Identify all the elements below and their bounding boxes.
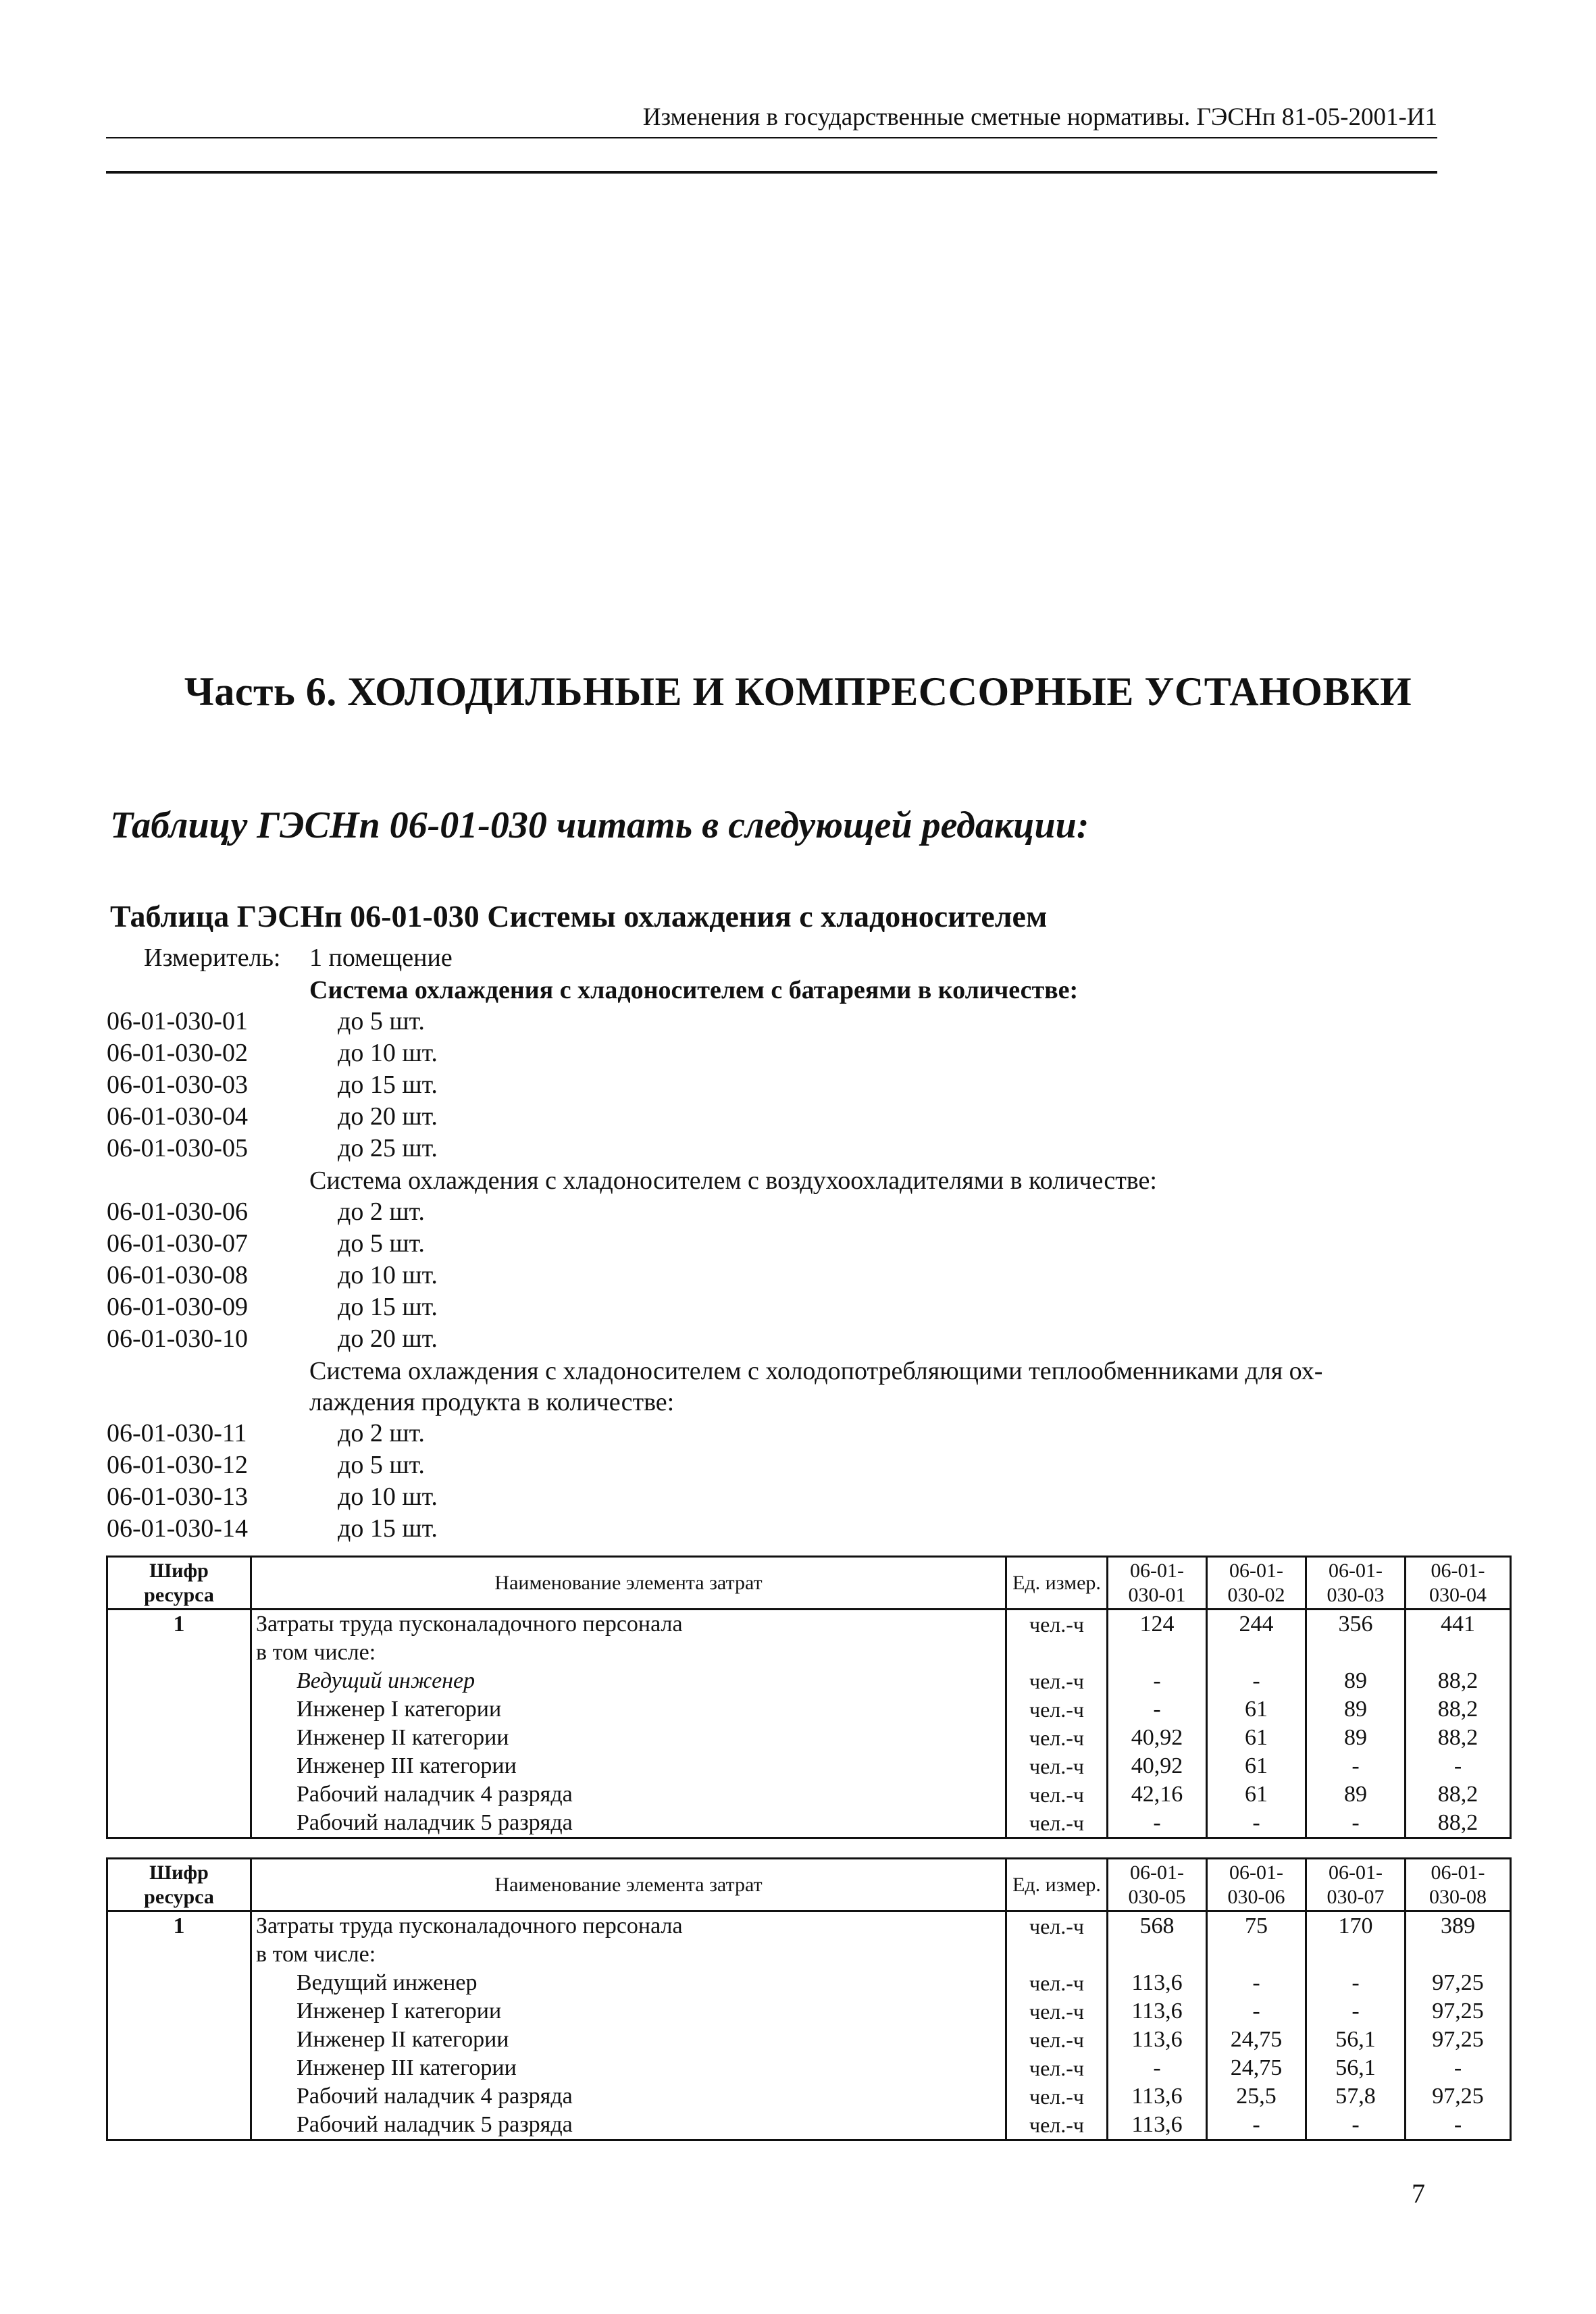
cell-unit: чел.-ч [1006,1997,1108,2026]
norm-code: 06-01-030-04 [107,1102,248,1131]
table-row [107,2026,1511,2054]
cell-unit: чел.-ч [1006,2054,1108,2082]
cell-code [107,1780,251,1809]
cell-name: в том числе: [251,1639,1006,1667]
header-code-l2: 030-07 [1327,1885,1385,1908]
cell-value: 75 [1207,1911,1306,1941]
header-code-l1: 06-01- [1130,1861,1184,1884]
cell-value: 97,25 [1406,2026,1511,2054]
cell-value: 42,16 [1108,1780,1207,1809]
cell-value: 88,2 [1406,1724,1511,1752]
cell-value: - [1108,2054,1207,2082]
table-row [107,1780,1511,1809]
resource-table-2 [106,1857,1512,2141]
norm-code: 06-01-030-13 [107,1483,248,1511]
meter-label: Измеритель: [144,944,281,972]
cell-value: - [1108,1667,1207,1695]
cell-code: 1 [107,1911,251,1941]
cell-value: 57,8 [1306,2082,1406,2111]
header-code: Шифр ресурса [107,1557,251,1610]
header-norm-code [1207,1557,1306,1610]
cell-value: 61 [1207,1780,1306,1809]
header-code-l1: 06-01- [1431,1861,1485,1884]
cell-value: - [1306,1752,1406,1780]
cell-value: - [1207,2111,1306,2140]
cell-value [1406,1639,1511,1667]
cell-unit: чел.-ч [1006,1724,1108,1752]
norm-code: 06-01-030-01 [107,1007,248,1035]
cell-unit: чел.-ч [1006,1969,1108,1997]
cell-value: 61 [1207,1752,1306,1780]
group-heading-heat-exchangers-cont: лаждения продукта в количестве: [309,1388,675,1416]
cell-name: Рабочий наладчик 4 разряда [251,1780,1006,1809]
norm-qty: до 2 шт. [338,1419,425,1447]
cell-unit: чел.-ч [1006,2111,1108,2140]
cell-value: 56,1 [1306,2054,1406,2082]
cell-code [107,1724,251,1752]
table-row [107,1667,1511,1695]
header-code-l1: 06-01- [1229,1861,1283,1884]
header-unit: Ед. измер. [1006,1557,1108,1610]
header-name: Наименование элемента затрат [251,1859,1006,1911]
cell-name: Инженер III категории [251,1752,1006,1780]
cell-value [1207,1639,1306,1667]
table-header-row [107,1859,1511,1911]
table-header-row [107,1557,1511,1610]
header-unit: Ед. измер. [1006,1859,1108,1911]
header-code-l2: 030-02 [1227,1583,1285,1606]
cell-value: 124 [1108,1610,1207,1639]
norm-qty: до 2 шт. [338,1198,425,1226]
cell-value: 568 [1108,1911,1207,1941]
cell-unit: чел.-ч [1006,1667,1108,1695]
table-row [107,1997,1511,2026]
cell-name: Затраты труда пусконаладочного персонала [251,1610,1006,1639]
cell-value: 24,75 [1207,2026,1306,2054]
norm-qty: до 10 шт. [338,1483,438,1511]
cell-name: Ведущий инженер [251,1969,1006,1997]
cell-value: 88,2 [1406,1809,1511,1839]
cell-value: - [1306,1997,1406,2026]
header-norm-code [1108,1557,1207,1610]
cell-code: 1 [107,1610,251,1639]
cell-value [1406,1940,1511,1969]
norm-qty: до 25 шт. [338,1134,438,1162]
cell-unit: чел.-ч [1006,2082,1108,2111]
cell-value: - [1406,2054,1511,2082]
cell-value: 24,75 [1207,2054,1306,2082]
cell-code [107,2111,251,2140]
cell-value: - [1207,1997,1306,2026]
header-norm-code [1306,1859,1406,1911]
cell-unit: чел.-ч [1006,1695,1108,1724]
table-row [107,1695,1511,1724]
cell-value: 113,6 [1108,2026,1207,2054]
cell-code [107,2054,251,2082]
norm-qty: до 15 шт. [338,1514,438,1543]
norm-qty: до 5 шт. [338,1007,425,1035]
cell-unit: чел.-ч [1006,1780,1108,1809]
cell-code [107,1940,251,1969]
header-code-l2: 030-08 [1429,1885,1487,1908]
norm-qty: до 10 шт. [338,1039,438,1067]
norm-code: 06-01-030-03 [107,1071,248,1099]
cell-value: 88,2 [1406,1780,1511,1809]
cell-value: 97,25 [1406,1969,1511,1997]
page-number: 7 [1412,2178,1425,2209]
header-code-l2: 030-06 [1227,1885,1285,1908]
header-code-l1: 06-01- [1431,1559,1485,1582]
cell-value: - [1207,1969,1306,1997]
cell-name: Инженер II категории [251,1724,1006,1752]
cell-value: - [1207,1809,1306,1839]
cell-unit: чел.-ч [1006,1911,1108,1941]
cell-value: 89 [1306,1724,1406,1752]
norm-code: 06-01-030-02 [107,1039,248,1067]
norm-qty: до 20 шт. [338,1102,438,1131]
norm-code: 06-01-030-06 [107,1198,248,1226]
cell-name: Рабочий наладчик 4 разряда [251,2082,1006,2111]
cell-value: - [1306,2111,1406,2140]
cell-code [107,2026,251,2054]
cell-name: Инженер I категории [251,1695,1006,1724]
cell-value: 170 [1306,1911,1406,1941]
cell-value: 441 [1406,1610,1511,1639]
cell-value: 97,25 [1406,2082,1511,2111]
cell-name: Ведущий инженер [251,1667,1006,1695]
cell-name: Инженер II категории [251,2026,1006,2054]
cell-value [1306,1940,1406,1969]
cell-value: - [1406,2111,1511,2140]
cell-value [1306,1639,1406,1667]
norm-code: 06-01-030-12 [107,1451,248,1479]
cell-value [1207,1940,1306,1969]
instruction-heading: Таблицу ГЭСНп 06-01-030 читать в следующей редакции: [110,804,1089,846]
table-row [107,1639,1511,1667]
group-heading-heat-exchangers: Система охлаждения с хладоносителем с холодопотребляющими теплообменниками для ох- [309,1357,1323,1385]
cell-unit: чел.-ч [1006,2026,1108,2054]
cell-code [107,1695,251,1724]
cell-value [1108,1940,1207,1969]
norm-code: 06-01-030-05 [107,1134,248,1162]
table-row [107,1969,1511,1997]
cell-code [107,1639,251,1667]
table-row [107,1940,1511,1969]
cell-name: Инженер I категории [251,1997,1006,2026]
norm-code: 06-01-030-14 [107,1514,248,1543]
cell-unit: чел.-ч [1006,1610,1108,1639]
cell-value: 113,6 [1108,1969,1207,1997]
norm-qty: до 10 шт. [338,1261,438,1289]
cell-value: 89 [1306,1780,1406,1809]
cell-value: 61 [1207,1695,1306,1724]
table-row [107,1809,1511,1839]
cell-code [107,1969,251,1997]
cell-value: - [1108,1695,1207,1724]
table-row [107,2054,1511,2082]
cell-value: - [1108,1809,1207,1839]
cell-value: 113,6 [1108,2082,1207,2111]
header-code-l2: 030-01 [1128,1583,1186,1606]
cell-value: - [1207,1667,1306,1695]
norm-code: 06-01-030-07 [107,1229,248,1258]
cell-value: - [1406,1752,1511,1780]
cell-value: 97,25 [1406,1997,1511,2026]
header-code: Шифр ресурса [107,1859,251,1911]
norm-code: 06-01-030-11 [107,1419,247,1447]
norm-qty: до 5 шт. [338,1451,425,1479]
cell-name: Инженер III категории [251,2054,1006,2082]
cell-value: 244 [1207,1610,1306,1639]
cell-unit [1006,1940,1108,1969]
cell-value: 113,6 [1108,2111,1207,2140]
group-heading-air-coolers: Система охлаждения с хладоносителем с воздухоохладителями в количестве: [309,1166,1157,1195]
cell-value: 113,6 [1108,1997,1207,2026]
header-code-l2: 030-05 [1128,1885,1186,1908]
cell-name: Затраты труда пусконаладочного персонала [251,1911,1006,1941]
cell-value: 88,2 [1406,1667,1511,1695]
header-code-l1: 06-01- [1329,1861,1383,1884]
norm-code: 06-01-030-10 [107,1325,248,1353]
cell-unit: чел.-ч [1006,1752,1108,1780]
header-code-l2: 030-04 [1429,1583,1487,1606]
cell-value: - [1306,1969,1406,1997]
header-norm-code [1207,1859,1306,1911]
part-title: Часть 6. ХОЛОДИЛЬНЫЕ И КОМПРЕССОРНЫЕ УСТАНОВКИ [184,669,1412,714]
cell-code [107,1667,251,1695]
norm-code: 06-01-030-08 [107,1261,248,1289]
table-title: Таблица ГЭСНп 06-01-030 Системы охлаждения с хладоносителем [110,899,1048,933]
cell-value: 89 [1306,1667,1406,1695]
cell-name: в том числе: [251,1940,1006,1969]
cell-value: 389 [1406,1911,1511,1941]
header-norm-code [1406,1859,1511,1911]
cell-value: 356 [1306,1610,1406,1639]
cell-unit: чел.-ч [1006,1809,1108,1839]
header-norm-code [1406,1557,1511,1610]
norm-qty: до 15 шт. [338,1293,438,1321]
cell-value: 40,92 [1108,1752,1207,1780]
norm-qty: до 15 шт. [338,1071,438,1099]
norm-qty: до 5 шт. [338,1229,425,1258]
table-row [107,2111,1511,2140]
cell-name: Рабочий наладчик 5 разряда [251,2111,1006,2140]
cell-code [107,2082,251,2111]
cell-value [1108,1639,1207,1667]
header-code-l1: 06-01- [1130,1559,1184,1582]
header-code-l1: 06-01- [1229,1559,1283,1582]
header-norm-code [1108,1859,1207,1911]
header-rule-thick [106,171,1437,174]
cell-value: 89 [1306,1695,1406,1724]
cell-value: - [1306,1809,1406,1839]
header-code-l1: 06-01- [1329,1559,1383,1582]
cell-code [107,1997,251,2026]
group-heading-batteries: Система охлаждения с хладоносителем с батареями в количестве: [309,976,1079,1004]
table-row [107,1724,1511,1752]
table-row [107,2082,1511,2111]
header-code-l2: 030-03 [1327,1583,1385,1606]
running-header: Изменения в государственные сметные нормативы. ГЭСНп 81-05-2001-И1 [642,103,1437,131]
header-name: Наименование элемента затрат [251,1557,1006,1610]
cell-name: Рабочий наладчик 5 разряда [251,1809,1006,1839]
meter-value: 1 помещение [309,944,453,972]
header-norm-code [1306,1557,1406,1610]
norm-code: 06-01-030-09 [107,1293,248,1321]
cell-value: 25,5 [1207,2082,1306,2111]
norm-qty: до 20 шт. [338,1325,438,1353]
table-row [107,1752,1511,1780]
table-row [107,1610,1511,1639]
cell-code [107,1752,251,1780]
header-rule-thin [106,137,1437,138]
cell-code [107,1809,251,1839]
cell-value: 61 [1207,1724,1306,1752]
resource-table-1 [106,1555,1512,1839]
cell-value: 88,2 [1406,1695,1511,1724]
cell-unit [1006,1639,1108,1667]
cell-value: 40,92 [1108,1724,1207,1752]
table-row [107,1911,1511,1941]
cell-value: 56,1 [1306,2026,1406,2054]
